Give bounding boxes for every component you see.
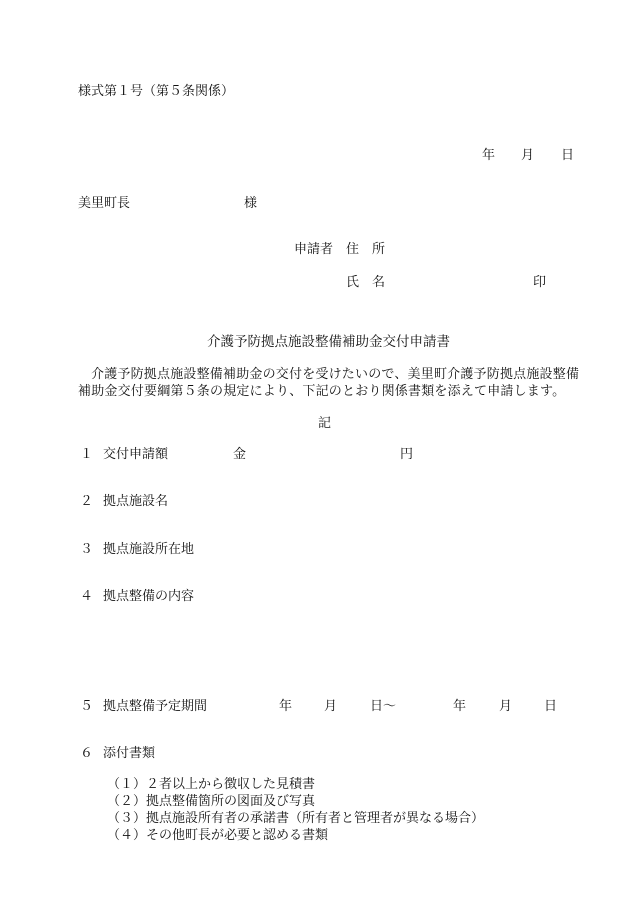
- item-2-label: 拠点施設名: [103, 493, 169, 508]
- ki-marker: 記: [318, 415, 332, 430]
- item-1-number: １: [80, 446, 94, 461]
- body-line-1: 介護予防拠点施設整備補助金の交付を受けたいので、美里町介護予防拠点施設整備: [91, 366, 580, 381]
- item-5-end-day: 日: [544, 698, 558, 713]
- item-3-number: ３: [80, 541, 94, 556]
- applicant-name-label: 氏 名: [346, 274, 386, 289]
- applicant-seal: 印: [533, 274, 547, 289]
- item-5-start-year: 年: [279, 698, 293, 713]
- applicant-role: 申請者: [294, 241, 334, 256]
- item-1-label: 交付申請額: [103, 446, 169, 461]
- attachment-item: （１）２者以上から徴収した見積書: [107, 776, 316, 791]
- body-line-2: 補助金交付要綱第５条の規定により、下記のとおり関係書類を添えて申請します。: [78, 383, 566, 398]
- date-month: 月: [521, 147, 535, 162]
- item-4-label: 拠点整備の内容: [103, 588, 195, 603]
- form-number: 様式第１号（第５条関係）: [78, 83, 235, 98]
- document-title: 介護予防拠点施設整備補助金交付申請書: [207, 334, 450, 349]
- item-6-label: 添付書類: [103, 745, 156, 760]
- item-5-label: 拠点整備予定期間: [103, 698, 208, 713]
- item-3-label: 拠点施設所在地: [103, 541, 195, 556]
- date-day: 日: [561, 147, 575, 162]
- item-2-number: ２: [80, 493, 94, 508]
- item-1-currency-suffix: 円: [400, 446, 414, 461]
- addressee-name: 美里町長: [78, 195, 131, 210]
- item-5-start-day: 日～: [370, 698, 397, 713]
- item-4-number: ４: [80, 588, 94, 603]
- item-6-number: ６: [80, 745, 94, 760]
- item-5-end-month: 月: [499, 698, 513, 713]
- item-1-currency-prefix: 金: [233, 446, 247, 461]
- item-5-start-month: 月: [324, 698, 338, 713]
- attachment-item: （３）拠点施設所有者の承諾書（所有者と管理者が異なる場合）: [107, 810, 485, 825]
- item-5-end-year: 年: [453, 698, 467, 713]
- attachment-item: （２）拠点整備箇所の図面及び写真: [107, 793, 316, 808]
- date-year: 年: [482, 147, 496, 162]
- applicant-address-label: 住 所: [346, 241, 386, 256]
- addressee-suffix: 様: [244, 195, 258, 210]
- item-5-number: ５: [80, 698, 94, 713]
- attachment-item: （４）その他町長が必要と認める書類: [107, 827, 329, 842]
